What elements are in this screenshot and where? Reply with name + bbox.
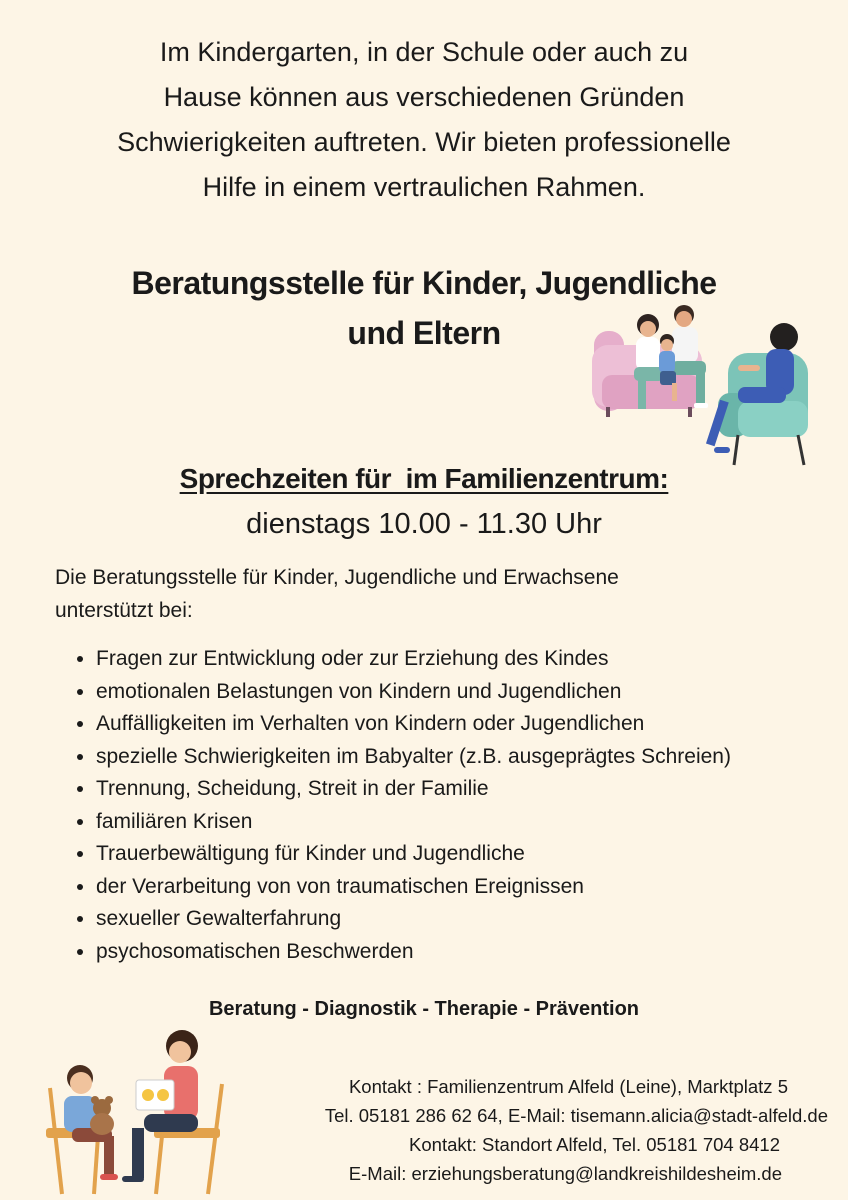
contact-line: E-Mail: erziehungsberatung@landkreishildesheim.de: [348, 1163, 782, 1184]
family-counseling-illustration: [588, 305, 824, 470]
list-item: • emotionalen Belastungen von Kindern und Jugendlichen: [96, 676, 846, 709]
intro-line: Hilfe in einem vertraulichen Rahmen.: [202, 172, 646, 202]
services-tagline: Beratung - Diagnostik - Therapie - Prävention: [208, 998, 640, 1020]
list-item: • Trennung, Scheidung, Streit in der Familie: [96, 773, 846, 806]
services-intro: [55, 561, 775, 627]
lead-line: unterstützt bei:: [55, 599, 193, 622]
list-item: • psychosomatischen Beschwerden: [96, 936, 846, 969]
intro-line: Im Kindergarten, in der Schule oder auch zu: [159, 37, 689, 67]
contact-line: Kontakt : Familienzentrum Alfeld (Leine), Marktplatz 5: [348, 1076, 788, 1097]
list-item: • familiären Krisen: [96, 806, 846, 839]
contact-line: Kontakt: Standort Alfeld, Tel. 05181 704 8412: [409, 1134, 780, 1155]
intro-text: [40, 30, 808, 210]
lead-line: Die Beratungsstelle für Kinder, Jugendliche und Erwachsene: [55, 566, 619, 589]
list-item: • spezielle Schwierigkeiten im Babyalter (z.B. ausgeprägtes Schreien): [96, 741, 846, 774]
list-item: • Trauerbewältigung für Kinder und Jugendliche: [96, 838, 846, 871]
title-line: und Eltern: [347, 315, 501, 351]
consultation-hours-heading: Sprechzeiten für im Familienzentrum:: [179, 463, 669, 494]
intro-line: Hause können aus verschiedenen Gründen: [163, 82, 685, 112]
contact-block: [268, 1072, 828, 1188]
intro-line: Schwierigkeiten auftreten. Wir bieten professionelle: [117, 127, 731, 157]
child-therapy-illustration: [36, 1028, 236, 1196]
services-list: [74, 643, 846, 968]
list-item: • Fragen zur Entwicklung oder zur Erziehung des Kindes: [96, 643, 846, 676]
consultation-hours-time: dienstags 10.00 - 11.30 Uhr: [246, 508, 602, 540]
list-item: • der Verarbeitung von von traumatischen Ereignissen: [96, 871, 846, 904]
list-item: • sexueller Gewalterfahrung: [96, 903, 846, 936]
contact-line: Tel. 05181 286 62 64, E-Mail: tisemann.alicia@stadt-alfeld.de: [324, 1105, 828, 1126]
list-item: • Auffälligkeiten im Verhalten von Kindern oder Jugendlichen: [96, 708, 846, 741]
title-line: Beratungsstelle für Kinder, Jugendliche: [131, 265, 717, 301]
